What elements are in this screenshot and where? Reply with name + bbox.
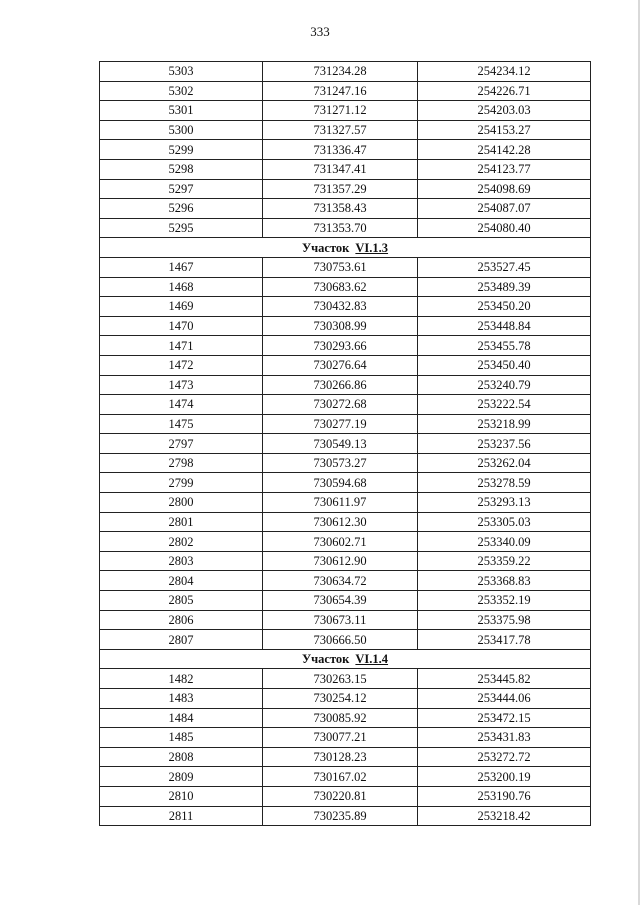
point-number-cell: 2809 bbox=[100, 767, 263, 787]
point-number-cell: 5297 bbox=[100, 179, 263, 199]
y-coordinate-cell: 253431.83 bbox=[418, 728, 591, 748]
point-number-cell: 5295 bbox=[100, 218, 263, 238]
y-coordinate-cell: 253445.82 bbox=[418, 669, 591, 689]
y-coordinate-cell: 254203.03 bbox=[418, 101, 591, 121]
y-coordinate-cell: 253352.19 bbox=[418, 591, 591, 611]
x-coordinate-cell: 731271.12 bbox=[263, 101, 418, 121]
x-coordinate-cell: 731353.70 bbox=[263, 218, 418, 238]
table-row bbox=[100, 101, 591, 121]
point-number-cell: 5303 bbox=[100, 62, 263, 82]
table-row bbox=[100, 610, 591, 630]
y-coordinate-cell: 253359.22 bbox=[418, 551, 591, 571]
point-number-cell: 1473 bbox=[100, 375, 263, 395]
y-coordinate-cell: 253222.54 bbox=[418, 395, 591, 415]
x-coordinate-cell: 730634.72 bbox=[263, 571, 418, 591]
table-row bbox=[100, 767, 591, 787]
section-label: Участок bbox=[301, 652, 350, 667]
y-coordinate-cell: 254226.71 bbox=[418, 81, 591, 101]
y-coordinate-cell: 253200.19 bbox=[418, 767, 591, 787]
table-row bbox=[100, 297, 591, 317]
x-coordinate-cell: 731347.41 bbox=[263, 159, 418, 179]
point-number-cell: 2807 bbox=[100, 630, 263, 650]
y-coordinate-cell: 253450.20 bbox=[418, 297, 591, 317]
x-coordinate-cell: 731357.29 bbox=[263, 179, 418, 199]
table-row bbox=[100, 257, 591, 277]
y-coordinate-cell: 253262.04 bbox=[418, 453, 591, 473]
table-row bbox=[100, 551, 591, 571]
table-row bbox=[100, 786, 591, 806]
x-coordinate-cell: 730654.39 bbox=[263, 591, 418, 611]
y-coordinate-cell: 253455.78 bbox=[418, 336, 591, 356]
x-coordinate-cell: 730612.30 bbox=[263, 512, 418, 532]
y-coordinate-cell: 253190.76 bbox=[418, 786, 591, 806]
point-number-cell: 1471 bbox=[100, 336, 263, 356]
x-coordinate-cell: 731247.16 bbox=[263, 81, 418, 101]
table-row bbox=[100, 532, 591, 552]
point-number-cell: 1467 bbox=[100, 257, 263, 277]
x-coordinate-cell: 730266.86 bbox=[263, 375, 418, 395]
point-number-cell: 1472 bbox=[100, 355, 263, 375]
table-row bbox=[100, 473, 591, 493]
x-coordinate-cell: 730683.62 bbox=[263, 277, 418, 297]
table-row bbox=[100, 512, 591, 532]
table-row bbox=[100, 630, 591, 650]
table-row bbox=[100, 591, 591, 611]
table-row bbox=[100, 689, 591, 709]
y-coordinate-cell: 254123.77 bbox=[418, 159, 591, 179]
table-row bbox=[100, 571, 591, 591]
x-coordinate-cell: 731327.57 bbox=[263, 120, 418, 140]
x-coordinate-cell: 730128.23 bbox=[263, 747, 418, 767]
x-coordinate-cell: 730220.81 bbox=[263, 786, 418, 806]
point-number-cell: 2799 bbox=[100, 473, 263, 493]
x-coordinate-cell: 730167.02 bbox=[263, 767, 418, 787]
x-coordinate-cell: 730293.66 bbox=[263, 336, 418, 356]
x-coordinate-cell: 730077.21 bbox=[263, 728, 418, 748]
point-number-cell: 2797 bbox=[100, 434, 263, 454]
y-coordinate-cell: 253450.40 bbox=[418, 355, 591, 375]
x-coordinate-cell: 730235.89 bbox=[263, 806, 418, 826]
table-row bbox=[100, 218, 591, 238]
table-row bbox=[100, 159, 591, 179]
table-row bbox=[100, 434, 591, 454]
x-coordinate-cell: 730549.13 bbox=[263, 434, 418, 454]
table-row bbox=[100, 199, 591, 219]
point-number-cell: 1468 bbox=[100, 277, 263, 297]
table-row bbox=[100, 747, 591, 767]
x-coordinate-cell: 731336.47 bbox=[263, 140, 418, 160]
point-number-cell: 2802 bbox=[100, 532, 263, 552]
point-number-cell: 1475 bbox=[100, 414, 263, 434]
y-coordinate-cell: 254153.27 bbox=[418, 120, 591, 140]
point-number-cell: 5296 bbox=[100, 199, 263, 219]
table-row bbox=[100, 669, 591, 689]
table-row bbox=[100, 728, 591, 748]
coordinates-table-body bbox=[100, 62, 591, 826]
x-coordinate-cell: 730276.64 bbox=[263, 355, 418, 375]
x-coordinate-cell: 730666.50 bbox=[263, 630, 418, 650]
table-row bbox=[100, 62, 591, 82]
x-coordinate-cell: 730594.68 bbox=[263, 473, 418, 493]
y-coordinate-cell: 253417.78 bbox=[418, 630, 591, 650]
table-row bbox=[100, 277, 591, 297]
y-coordinate-cell: 253340.09 bbox=[418, 532, 591, 552]
point-number-cell: 5299 bbox=[100, 140, 263, 160]
point-number-cell: 2806 bbox=[100, 610, 263, 630]
point-number-cell: 1474 bbox=[100, 395, 263, 415]
y-coordinate-cell: 253218.99 bbox=[418, 414, 591, 434]
point-number-cell: 2810 bbox=[100, 786, 263, 806]
x-coordinate-cell: 730085.92 bbox=[263, 708, 418, 728]
table-row bbox=[100, 179, 591, 199]
x-coordinate-cell: 730612.90 bbox=[263, 551, 418, 571]
y-coordinate-cell: 253272.72 bbox=[418, 747, 591, 767]
page-number: 333 bbox=[310, 24, 330, 39]
y-coordinate-cell: 253293.13 bbox=[418, 493, 591, 513]
table-row bbox=[100, 81, 591, 101]
point-number-cell: 5302 bbox=[100, 81, 263, 101]
y-coordinate-cell: 253527.45 bbox=[418, 257, 591, 277]
table-row bbox=[100, 493, 591, 513]
point-number-cell: 2803 bbox=[100, 551, 263, 571]
point-number-cell: 2808 bbox=[100, 747, 263, 767]
x-coordinate-cell: 730272.68 bbox=[263, 395, 418, 415]
point-number-cell: 1469 bbox=[100, 297, 263, 317]
x-coordinate-cell: 730753.61 bbox=[263, 257, 418, 277]
y-coordinate-cell: 254234.12 bbox=[418, 62, 591, 82]
section-header bbox=[100, 649, 591, 669]
point-number-cell: 1482 bbox=[100, 669, 263, 689]
x-coordinate-cell: 730611.97 bbox=[263, 493, 418, 513]
point-number-cell: 2800 bbox=[100, 493, 263, 513]
point-number-cell: 1484 bbox=[100, 708, 263, 728]
y-coordinate-cell: 253237.56 bbox=[418, 434, 591, 454]
x-coordinate-cell: 730254.12 bbox=[263, 689, 418, 709]
y-coordinate-cell: 253305.03 bbox=[418, 512, 591, 532]
coordinates-table bbox=[99, 61, 591, 826]
point-number-cell: 2798 bbox=[100, 453, 263, 473]
table-row bbox=[100, 453, 591, 473]
section-header-row bbox=[100, 238, 591, 258]
y-coordinate-cell: 254080.40 bbox=[418, 218, 591, 238]
y-coordinate-cell: 253368.83 bbox=[418, 571, 591, 591]
point-number-cell: 1483 bbox=[100, 689, 263, 709]
x-coordinate-cell: 730263.15 bbox=[263, 669, 418, 689]
table-row bbox=[100, 120, 591, 140]
table-row bbox=[100, 140, 591, 160]
section-header-row bbox=[100, 649, 591, 669]
table-row bbox=[100, 708, 591, 728]
y-coordinate-cell: 253448.84 bbox=[418, 316, 591, 336]
point-number-cell: 2804 bbox=[100, 571, 263, 591]
table-row bbox=[100, 336, 591, 356]
x-coordinate-cell: 730432.83 bbox=[263, 297, 418, 317]
point-number-cell: 5301 bbox=[100, 101, 263, 121]
section-header bbox=[100, 238, 591, 258]
point-number-cell: 1470 bbox=[100, 316, 263, 336]
y-coordinate-cell: 253489.39 bbox=[418, 277, 591, 297]
section-code: VI.1.4 bbox=[355, 652, 389, 667]
x-coordinate-cell: 731358.43 bbox=[263, 199, 418, 219]
point-number-cell: 5300 bbox=[100, 120, 263, 140]
y-coordinate-cell: 254098.69 bbox=[418, 179, 591, 199]
y-coordinate-cell: 253375.98 bbox=[418, 610, 591, 630]
point-number-cell: 2801 bbox=[100, 512, 263, 532]
point-number-cell: 5298 bbox=[100, 159, 263, 179]
y-coordinate-cell: 253472.15 bbox=[418, 708, 591, 728]
point-number-cell: 1485 bbox=[100, 728, 263, 748]
point-number-cell: 2805 bbox=[100, 591, 263, 611]
y-coordinate-cell: 254142.28 bbox=[418, 140, 591, 160]
table-row bbox=[100, 806, 591, 826]
table-row bbox=[100, 395, 591, 415]
section-code: VI.1.3 bbox=[355, 240, 389, 255]
x-coordinate-cell: 730673.11 bbox=[263, 610, 418, 630]
table-row bbox=[100, 375, 591, 395]
y-coordinate-cell: 254087.07 bbox=[418, 199, 591, 219]
y-coordinate-cell: 253278.59 bbox=[418, 473, 591, 493]
x-coordinate-cell: 730602.71 bbox=[263, 532, 418, 552]
table-row bbox=[100, 414, 591, 434]
y-coordinate-cell: 253218.42 bbox=[418, 806, 591, 826]
x-coordinate-cell: 730573.27 bbox=[263, 453, 418, 473]
x-coordinate-cell: 730308.99 bbox=[263, 316, 418, 336]
section-label: Участок bbox=[301, 240, 350, 255]
table-row bbox=[100, 355, 591, 375]
table-row bbox=[100, 316, 591, 336]
y-coordinate-cell: 253240.79 bbox=[418, 375, 591, 395]
y-coordinate-cell: 253444.06 bbox=[418, 689, 591, 709]
point-number-cell: 2811 bbox=[100, 806, 263, 826]
x-coordinate-cell: 730277.19 bbox=[263, 414, 418, 434]
x-coordinate-cell: 731234.28 bbox=[263, 62, 418, 82]
